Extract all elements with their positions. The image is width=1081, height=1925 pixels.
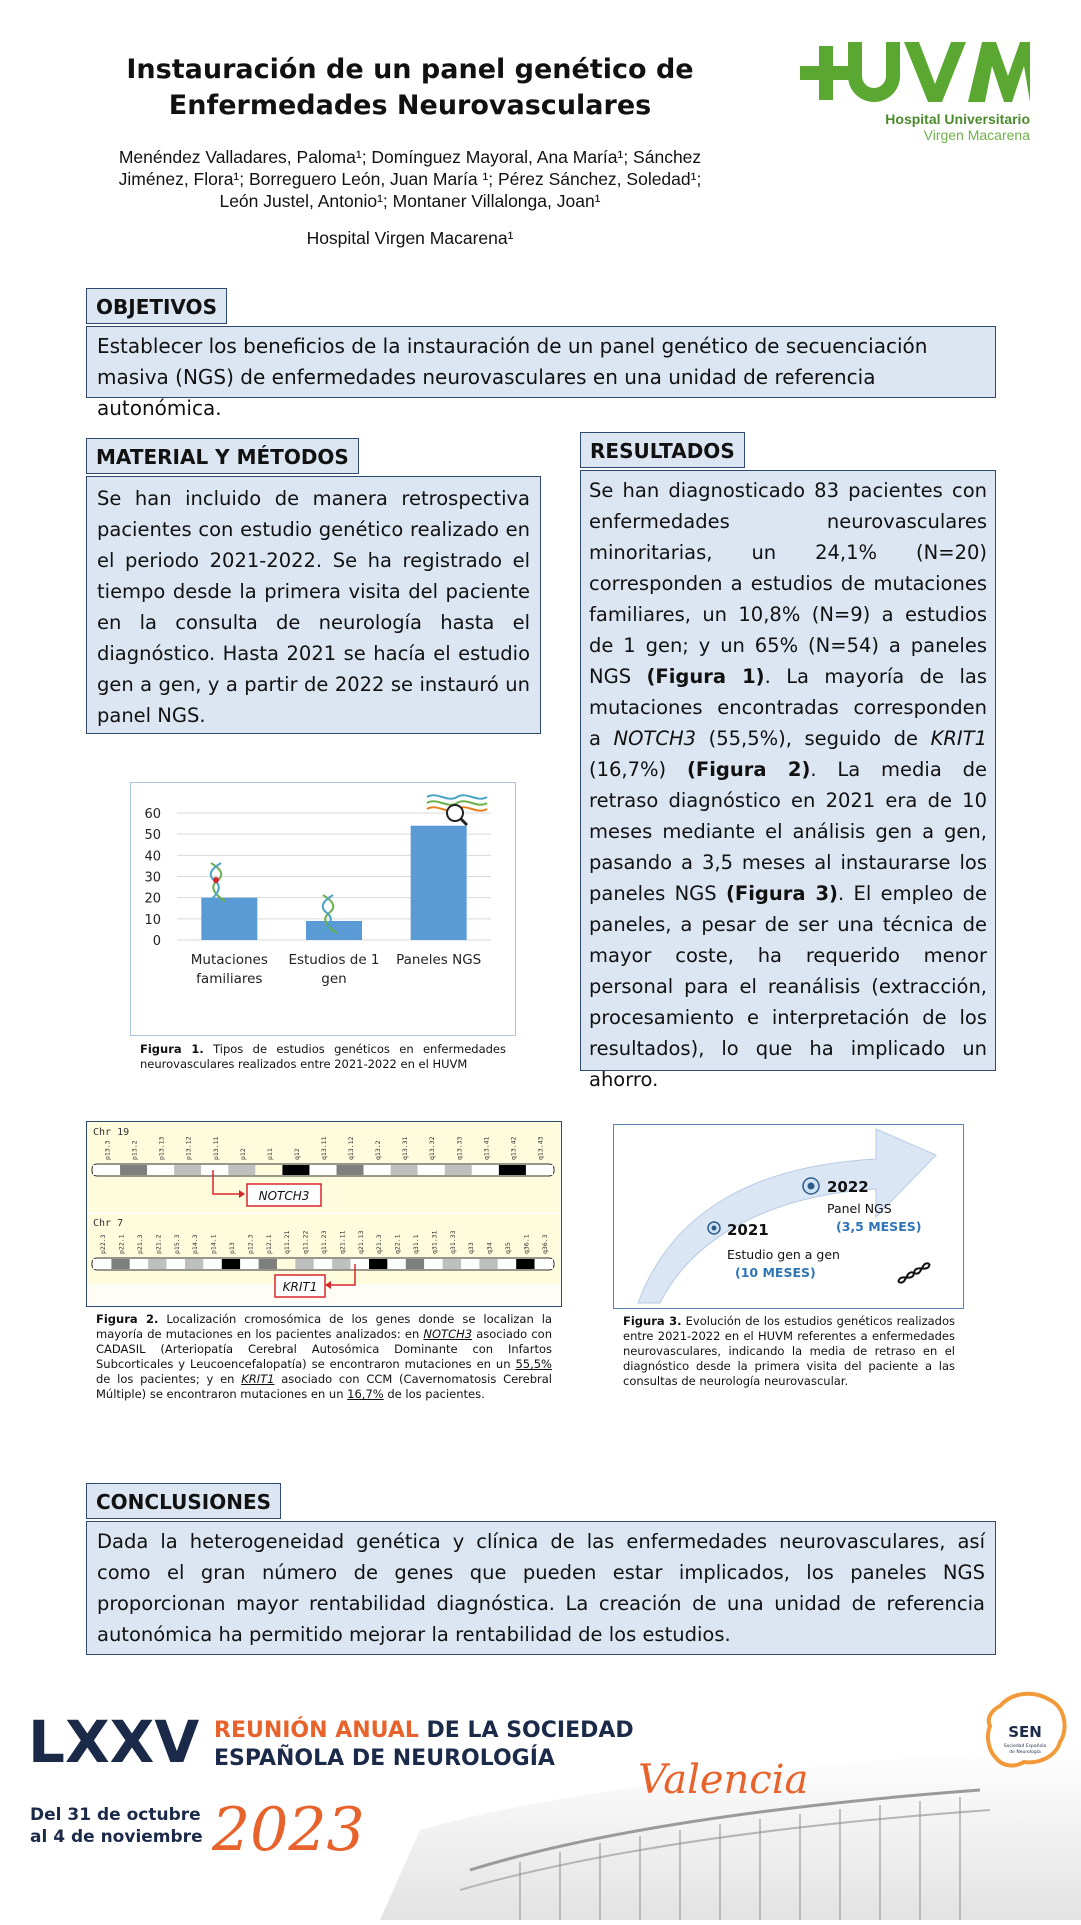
congress-banner bbox=[0, 1680, 1081, 1920]
bar bbox=[201, 898, 257, 940]
chromosome-band bbox=[387, 1259, 405, 1269]
krit1-gene-label: KRIT1 bbox=[282, 1280, 318, 1294]
fig2-ref: (Figura 2) bbox=[686, 758, 811, 781]
band-label: p13.13 bbox=[157, 1136, 166, 1160]
chromosome-band bbox=[130, 1259, 148, 1269]
band-label: p22.1 bbox=[117, 1234, 126, 1254]
band-label: q12 bbox=[292, 1148, 301, 1160]
band-label: q13.33 bbox=[455, 1136, 464, 1160]
chromosome-band bbox=[526, 1165, 553, 1175]
resultados-p3: (55,5%), seguido de bbox=[696, 727, 931, 750]
chromosome-band bbox=[222, 1259, 240, 1269]
chromosome-band bbox=[295, 1259, 313, 1269]
chromosome-band bbox=[203, 1259, 221, 1269]
chromosome-band bbox=[424, 1259, 442, 1269]
chromosome-band bbox=[185, 1259, 203, 1269]
fig2-caption-t5: de los pacientes. bbox=[383, 1387, 485, 1401]
dna-mutation-icon bbox=[209, 863, 225, 901]
chromosome-band bbox=[472, 1165, 499, 1175]
fig1-caption-label: Figura 1. bbox=[140, 1042, 204, 1056]
x-tick-label: familiares bbox=[196, 971, 263, 987]
fig2-caption-t3: de los pacientes; y en bbox=[96, 1372, 242, 1386]
chromosome-band bbox=[174, 1165, 201, 1175]
band-label: p12 bbox=[238, 1148, 247, 1160]
figure-3-evolution bbox=[613, 1124, 964, 1309]
y-tick-label: 0 bbox=[152, 934, 161, 949]
band-label: q31.1 bbox=[412, 1234, 420, 1254]
congress-title-line-1 bbox=[214, 1717, 634, 1743]
resultados-p2: . La mayoría de las mutaciones encontradas corresponden a bbox=[589, 665, 987, 750]
band-label: q33 bbox=[467, 1242, 476, 1254]
label-2021: Estudio gen a gen bbox=[727, 1247, 840, 1262]
year-2022: 2022 bbox=[827, 1178, 869, 1196]
gene-krit1: KRIT1 bbox=[930, 727, 987, 750]
label-2022: Panel NGS bbox=[827, 1201, 892, 1216]
band-label: p14.1 bbox=[209, 1234, 218, 1254]
chromosome-band bbox=[443, 1259, 461, 1269]
fig2-caption-label: Figura 2. bbox=[96, 1312, 159, 1326]
band-label: q13.32 bbox=[428, 1136, 437, 1160]
chromosome-band bbox=[255, 1165, 282, 1175]
sen-logo bbox=[988, 1694, 1065, 1766]
band-label: p11 bbox=[265, 1148, 274, 1160]
chromosome-band bbox=[351, 1259, 369, 1269]
objetivos-box bbox=[86, 326, 996, 420]
band-label: p13 bbox=[228, 1242, 236, 1254]
y-tick-label: 40 bbox=[144, 849, 161, 865]
band-label: p13.12 bbox=[184, 1136, 193, 1160]
chromosome-band bbox=[93, 1259, 111, 1269]
figure-2-chromosomes bbox=[86, 1121, 562, 1307]
congress-number: LXXV bbox=[28, 1708, 200, 1776]
evolution-diagram bbox=[614, 1125, 962, 1307]
chromosome-band bbox=[535, 1259, 553, 1269]
band-label: p12.3 bbox=[246, 1234, 255, 1254]
fig2-caption-t2: asociado con CADASIL (Arteriopatía Cerebral Autosómica Dominante con Infartos Subcorticales y Leucoencefalopatía) se encontraron mutaciones en un bbox=[96, 1327, 552, 1371]
months-2022: (3,5 MESES) bbox=[836, 1219, 922, 1234]
chromosome-band bbox=[445, 1165, 472, 1175]
chromosome-band bbox=[93, 1165, 120, 1175]
gene-notch3: NOTCH3 bbox=[613, 727, 697, 750]
chromosome-band bbox=[167, 1259, 185, 1269]
conclusiones-text: Dada la heterogeneidad genética y clínica de las enfermedades neurovasculares, así como el gran número de genes que pueden estar implicados, los paneles NGS proporcionan mayor rentabilidad diagnóstica. La creación de una unidad de referencia autonómica ha permitido mejorar la rentabilidad de los estudios. bbox=[97, 1530, 985, 1646]
band-label: q13.12 bbox=[347, 1136, 356, 1160]
year-2021: 2021 bbox=[727, 1221, 769, 1239]
chromosome-band bbox=[364, 1165, 391, 1175]
logo-line-1: Hospital Universitario bbox=[885, 111, 1030, 127]
fig2-caption-gene1: NOTCH3 bbox=[423, 1327, 473, 1341]
band-label: q21.13 bbox=[356, 1230, 365, 1254]
figure-1-caption bbox=[140, 1042, 506, 1072]
resultados-p6: . El empleo de paneles, a pesar de ser una técnica de mayor coste, ha requerido menor personal para el reanálisis (extracción, procesamiento e interpretación de los resultados), lo que ha implicado un ahorro. bbox=[589, 882, 988, 1091]
chromosome-band bbox=[148, 1259, 166, 1269]
chromosome-band bbox=[516, 1259, 534, 1269]
y-tick-label: 50 bbox=[144, 828, 161, 844]
fig3-caption-text: Evolución de los estudios genéticos realizados entre 2021-2022 en el HUVM referentes a enfermedades neurovasculares, indicando la media de retraso en el diagnóstico desde la primera visita del paciente a las consultas de neurología neurovascular. bbox=[623, 1314, 955, 1388]
band-label: q21.3 bbox=[375, 1234, 384, 1254]
resultados-p4: (16,7%) bbox=[589, 758, 687, 781]
fig2-caption-t4: asociado con CCM (Cavernomatosis Cerebral Múltiple) se encontraron mutaciones en un bbox=[96, 1372, 552, 1401]
band-label: q13.11 bbox=[320, 1136, 328, 1160]
x-tick-label: Estudios de 1 bbox=[288, 952, 380, 968]
bar-chart bbox=[131, 783, 514, 1034]
dna-helix-icon bbox=[897, 1262, 930, 1284]
authors-line-2: Jiménez, Flora¹; Borreguero León, Juan María ¹; Pérez Sánchez, Soledad¹; bbox=[118, 169, 702, 189]
poster-title bbox=[120, 52, 700, 124]
band-label: p13.2 bbox=[130, 1140, 139, 1160]
band-label: q13.43 bbox=[536, 1136, 545, 1160]
chromosome-band bbox=[277, 1259, 295, 1269]
chromosome-band bbox=[337, 1165, 364, 1175]
chromosome-band bbox=[147, 1165, 174, 1175]
figure-3-caption bbox=[623, 1314, 955, 1389]
chromosome-band bbox=[391, 1165, 418, 1175]
chromosome-diagram bbox=[87, 1122, 560, 1305]
x-tick-label: Paneles NGS bbox=[396, 952, 482, 968]
affiliation: Hospital Virgen Macarena¹ bbox=[306, 228, 514, 248]
fig1-caption-text: Tipos de estudios genéticos en enfermedades neurovasculares realizados entre 2021-2022 en el HUVM bbox=[140, 1042, 506, 1071]
chromosome-band bbox=[240, 1259, 258, 1269]
resultados-box bbox=[580, 470, 996, 1091]
chr19-label: Chr 19 bbox=[93, 1127, 130, 1138]
fig2-caption-gene2: KRIT1 bbox=[241, 1372, 275, 1386]
authors bbox=[95, 146, 725, 212]
figure-2-caption bbox=[96, 1312, 552, 1402]
resultados-text bbox=[581, 471, 995, 1099]
title-line-2: Enfermedades Neurovasculares bbox=[168, 90, 652, 121]
congress-banner-graphic bbox=[0, 1680, 1081, 1920]
fig2-caption-pct2: 16,7% bbox=[347, 1387, 384, 1401]
band-label: q34 bbox=[485, 1242, 494, 1254]
dna-panel-magnifier-icon bbox=[427, 795, 487, 825]
dates-line-2: al 4 de noviembre bbox=[30, 1827, 203, 1847]
band-label: q13.31 bbox=[401, 1136, 410, 1160]
band-label: q21.11 bbox=[338, 1230, 347, 1254]
fig2-caption-pct1: 55,5% bbox=[515, 1357, 552, 1371]
band-label: p21.2 bbox=[154, 1234, 163, 1254]
bar bbox=[411, 826, 467, 940]
chromosome-band bbox=[499, 1165, 526, 1175]
metodos-text: Se han incluido de manera retrospectiva pacientes con estudio genético realizado en el periodo 2021-2022. Se ha registrado el tiempo desde la primera visita del paciente en la consulta de neurología hasta el diagnóstico. Hasta 2021 se hacía el estudio gen a gen, y a partir de 2022 se instauró un panel NGS. bbox=[97, 487, 530, 727]
sen-logo-sub-2: de Neurología bbox=[1009, 1750, 1041, 1755]
band-label: p13.3 bbox=[103, 1140, 112, 1160]
chromosome-band bbox=[111, 1259, 129, 1269]
months-2021: (10 MESES) bbox=[735, 1265, 816, 1280]
y-tick-label: 20 bbox=[144, 891, 161, 907]
congress-title-line-2: ESPAÑOLA DE NEUROLOGÍA bbox=[214, 1746, 555, 1771]
notch3-gene-label: NOTCH3 bbox=[258, 1189, 310, 1203]
figure-1-chart bbox=[130, 782, 516, 1036]
huvm-logo bbox=[800, 38, 1030, 148]
band-label: p12.1 bbox=[264, 1234, 273, 1254]
band-label: q11.22 bbox=[301, 1230, 310, 1254]
band-label: q11.21 bbox=[283, 1230, 292, 1254]
band-label: p15.3 bbox=[172, 1234, 181, 1254]
x-tick-label: Mutaciones bbox=[190, 952, 268, 968]
chromosome-band bbox=[479, 1259, 497, 1269]
chromosome-band bbox=[406, 1259, 424, 1269]
dates-line-1: Del 31 de octubre bbox=[30, 1805, 201, 1825]
chromosome-band bbox=[314, 1259, 332, 1269]
x-tick-label: gen bbox=[321, 971, 347, 987]
chromosome-band bbox=[282, 1165, 309, 1175]
title-line-1: Instauración de un panel genético de bbox=[126, 54, 694, 85]
authors-line-1: Menéndez Valladares, Paloma¹; Domínguez Mayoral, Ana María¹; Sánchez bbox=[118, 147, 702, 167]
y-tick-label: 10 bbox=[144, 912, 161, 928]
band-label: q11.23 bbox=[320, 1230, 328, 1254]
sen-logo-text: SEN bbox=[1008, 1723, 1042, 1741]
fig1-ref: (Figura 1) bbox=[646, 665, 765, 688]
objetivos-heading: OBJETIVOS bbox=[86, 288, 227, 324]
band-label: q36.3 bbox=[540, 1234, 549, 1254]
band-label: p21.3 bbox=[136, 1234, 144, 1254]
chromosome-band bbox=[418, 1165, 445, 1175]
band-label: q31.31 bbox=[430, 1230, 439, 1254]
chromosome-band bbox=[120, 1165, 147, 1175]
metodos-box bbox=[86, 476, 541, 734]
conclusiones-box bbox=[86, 1521, 996, 1655]
band-label: p13.11 bbox=[211, 1136, 220, 1160]
congress-year: 2023 bbox=[212, 1795, 365, 1865]
huvm-logo-graphic bbox=[800, 38, 1030, 148]
chromosome-band bbox=[369, 1259, 387, 1269]
fig3-caption-label: Figura 3. bbox=[623, 1314, 682, 1328]
sen-logo-sub-1: Sociedad Española bbox=[1003, 1744, 1047, 1749]
authors-line-3: León Justel, Antonio¹; Montaner Villalonga, Joan¹ bbox=[219, 191, 601, 211]
fig3-ref: (Figura 3) bbox=[726, 882, 838, 905]
chromosome-band bbox=[201, 1165, 228, 1175]
conclusiones-heading: CONCLUSIONES bbox=[86, 1483, 281, 1519]
metodos-heading: MATERIAL Y MÉTODOS bbox=[86, 438, 359, 474]
chromosome-band bbox=[259, 1259, 277, 1269]
chromosome-band bbox=[498, 1259, 516, 1269]
band-label: q13.41 bbox=[482, 1136, 491, 1160]
congress-city: Valencia bbox=[638, 1757, 809, 1803]
chromosome-band bbox=[228, 1165, 255, 1175]
band-label: q13.42 bbox=[509, 1136, 518, 1160]
band-label: q13.2 bbox=[374, 1140, 383, 1160]
band-label: q35 bbox=[504, 1242, 512, 1254]
band-label: p22.3 bbox=[99, 1234, 108, 1254]
band-label: q36.1 bbox=[522, 1234, 531, 1254]
congress-title-orange: REUNIÓN ANUAL bbox=[214, 1718, 419, 1743]
logo-line-2: Virgen Macarena bbox=[923, 127, 1030, 143]
band-label: p14.3 bbox=[191, 1234, 200, 1254]
resultados-heading: RESULTADOS bbox=[580, 432, 745, 468]
objetivos-text: Establecer los beneficios de la instauración de un panel genético de secuenciación masiva (NGS) de enfermedades neurovasculares en una unidad de referencia autonómica. bbox=[97, 334, 928, 420]
resultados-p5: . La media de retraso diagnóstico en 2021 era de 10 meses mediante el análisis gen a gen, pasando a 3,5 meses al instaurarse los paneles NGS bbox=[589, 758, 987, 905]
band-label: q22.1 bbox=[393, 1234, 402, 1254]
chromosome-band bbox=[332, 1259, 350, 1269]
chr7-label: Chr 7 bbox=[93, 1218, 124, 1229]
band-label: q31.33 bbox=[448, 1230, 457, 1254]
congress-title-navy: DE LA SOCIEDAD bbox=[418, 1718, 634, 1743]
y-tick-label: 30 bbox=[144, 870, 161, 886]
chromosome-band bbox=[309, 1165, 336, 1175]
fig2-caption-t1: Localización cromosómica de los genes donde se localizan la mayoría de mutaciones en los pacientes analizados: en bbox=[96, 1312, 552, 1341]
y-tick-label: 60 bbox=[144, 807, 161, 822]
chromosome-band bbox=[461, 1259, 479, 1269]
resultados-p1: Se han diagnosticado 83 pacientes con enfermedades neurovasculares minoritarias, un 24,1% (N=20) corresponden a estudios de mutaciones familiares, un 10,8% (N=9) a estudios de 1 gen; y un 65% (N=54) a paneles NGS bbox=[589, 479, 987, 688]
